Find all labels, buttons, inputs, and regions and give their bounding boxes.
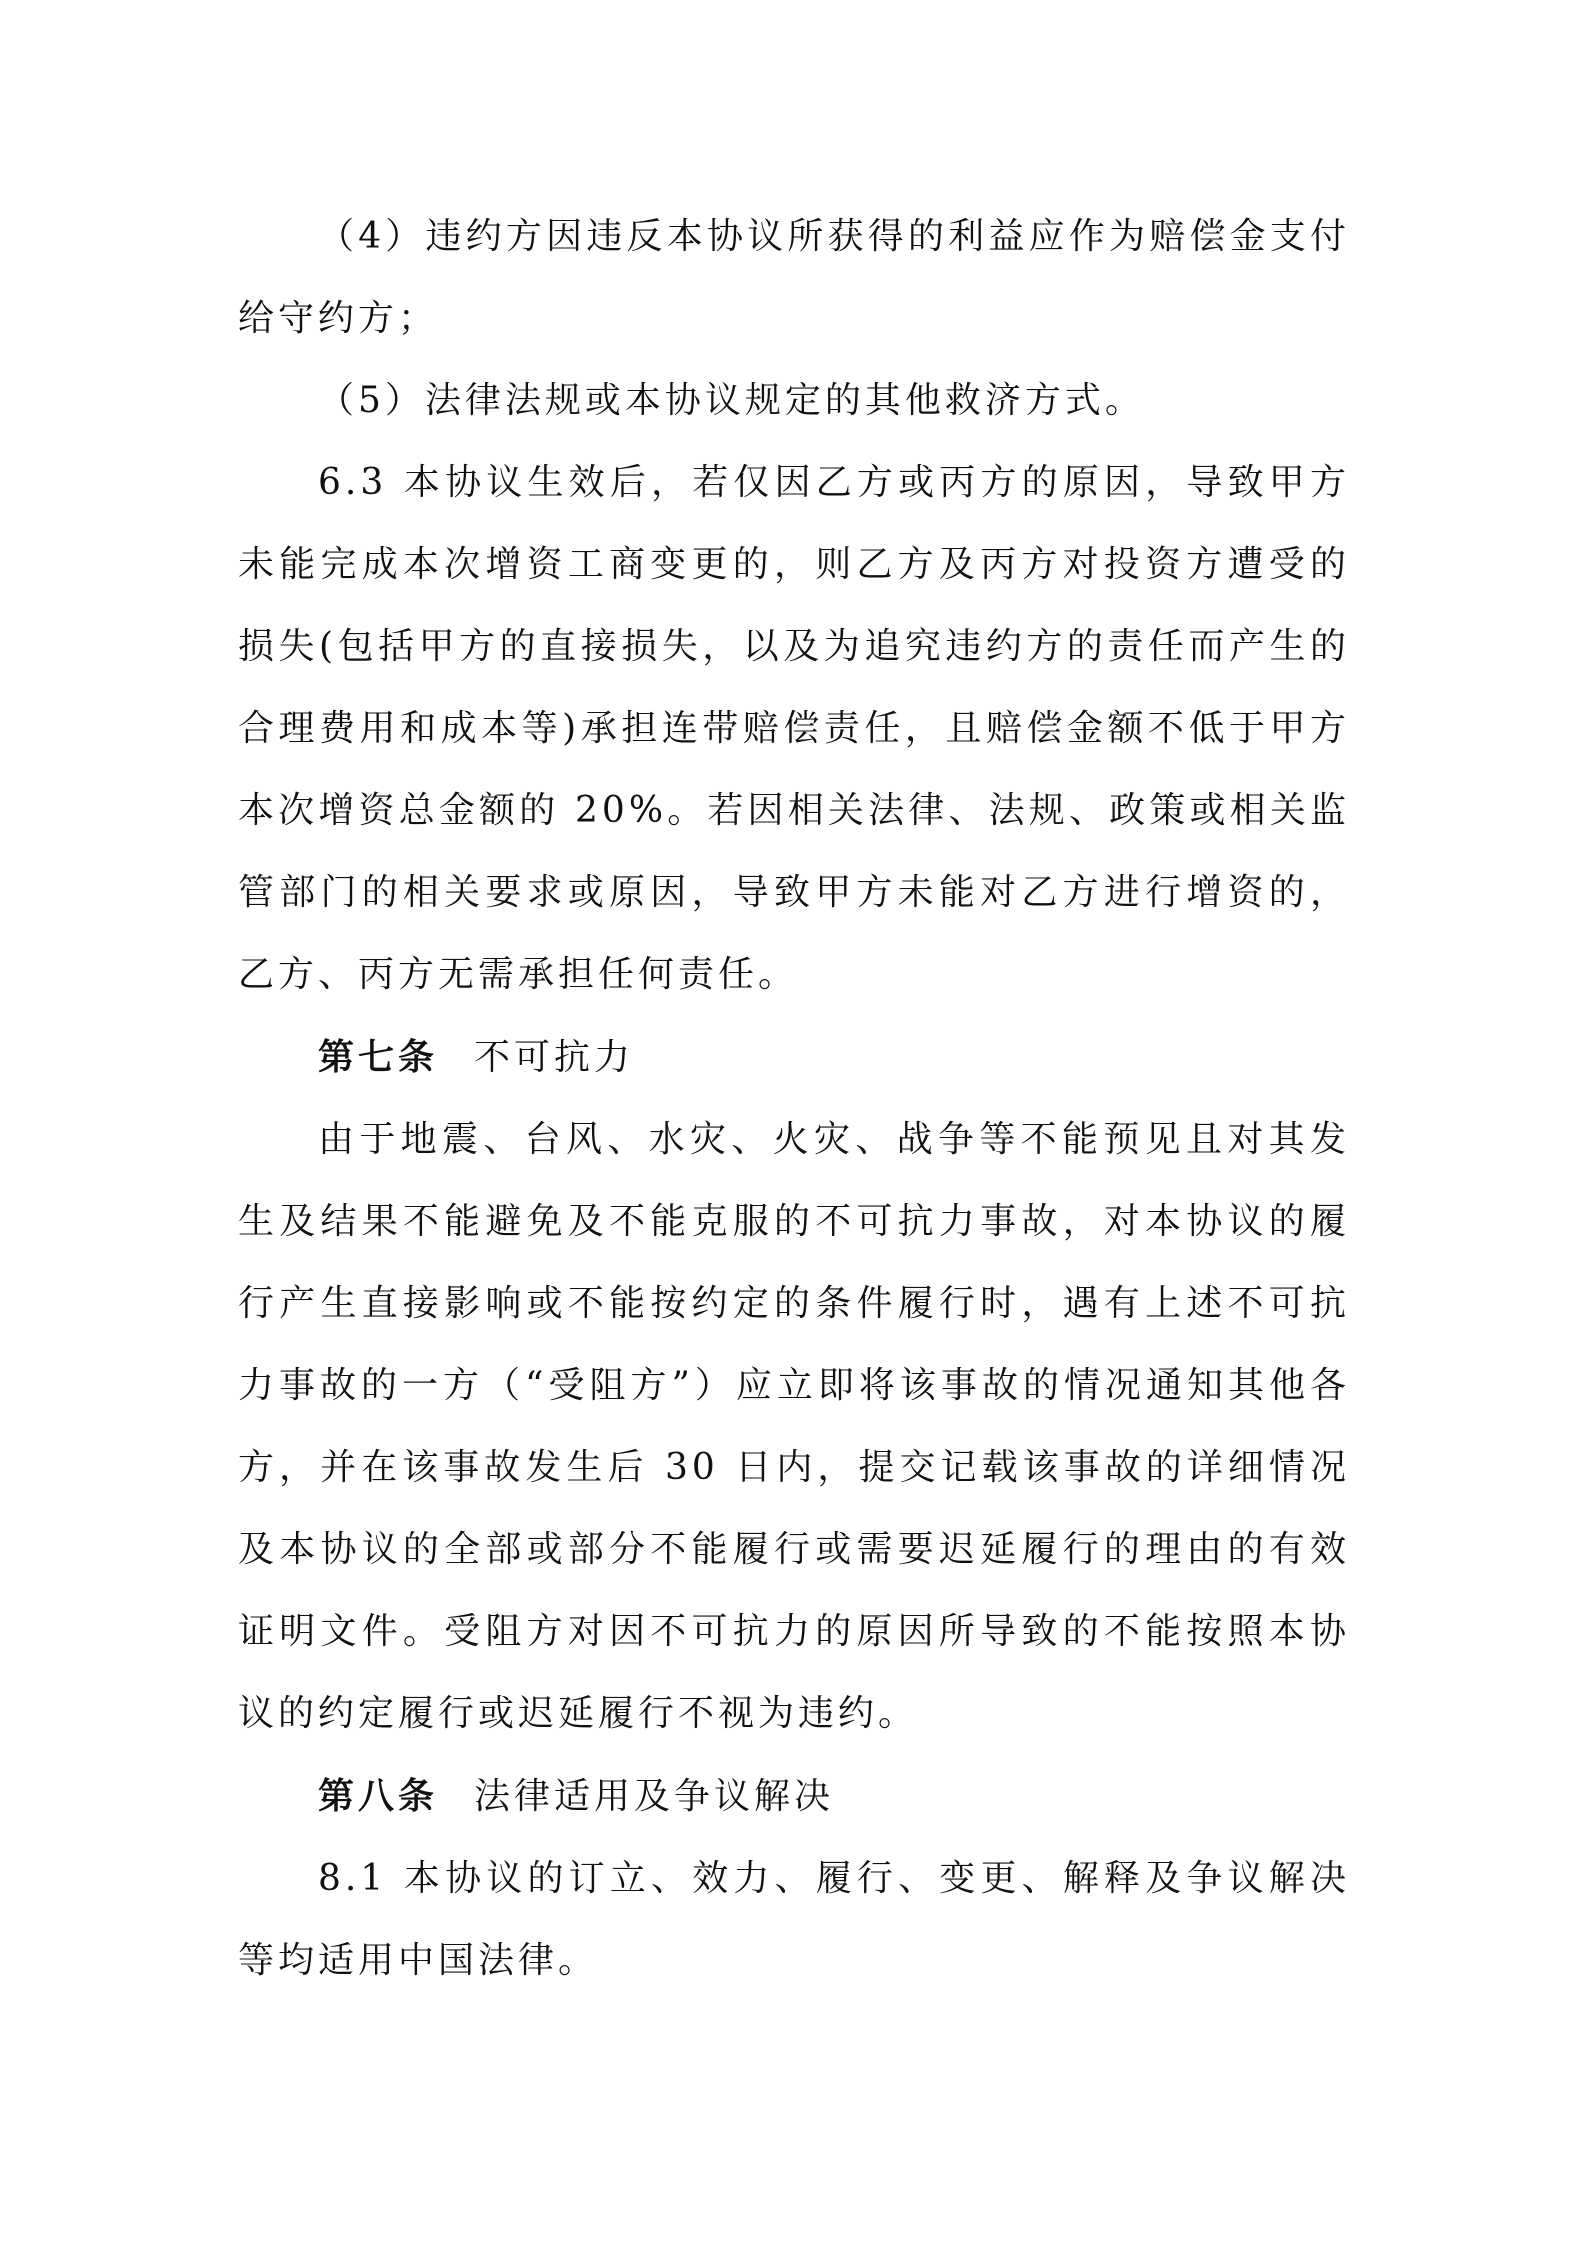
article-7-heading bbox=[238, 1016, 1350, 1099]
paragraph-clause-8-1: 8.1 本协议的订立、效力、履行、变更、解释及争议解决等均适用中国法律。 bbox=[238, 1858, 1350, 1981]
article-7-number: 第七条 bbox=[318, 1036, 439, 1078]
paragraph-article-7-body: 由于地震、台风、水灾、火灾、战争等不能预见且对其发生及结果不能避免及不能克服的不可抗力事故，对本协议的履行产生直接影响或不能按约定的条件履行时，遇有上述不可抗力事故的一方（“受阻方”）应立即将该事故的情况通知其他各方，并在该事故发生后 30 日内，提交记载该事故的详细情况及本协议的全部或部分不能履行或需要迟延履行的理由的有效证明文件。受阻方对因不可抗力的原因所导致的不能按照本协议的约定履行或迟延履行不视为违约。 bbox=[238, 1119, 1350, 1734]
paragraph-clause-6-3: 6.3 本协议生效后，若仅因乙方或丙方的原因，导致甲方未能完成本次增资工商变更的，则乙方及丙方对投资方遭受的损失(包括甲方的直接损失，以及为追究违约方的责任而产生的合理费用和成本等)承担连带赔偿责任，且赔偿金额不低于甲方本次增资总金额的 20%。若因相关法律、法规、政策或相关监管部门的相关要求或原因，导致甲方未能对乙方进行增资的，乙方、丙方无需承担任何责任。 bbox=[238, 462, 1350, 995]
article-7-title: 不可抗力 bbox=[474, 1037, 635, 1078]
paragraph-item-5: （5）法律法规或本协议规定的其他救济方式。 bbox=[318, 380, 1145, 421]
document-body bbox=[238, 196, 1350, 2002]
article-8-heading bbox=[238, 1755, 1350, 1838]
article-8-title: 法律适用及争议解决 bbox=[474, 1776, 835, 1817]
paragraph-item-4: （4）违约方因违反本协议所获得的利益应作为赔偿金支付给守约方； bbox=[238, 216, 1350, 339]
article-8-number: 第八条 bbox=[318, 1775, 439, 1817]
